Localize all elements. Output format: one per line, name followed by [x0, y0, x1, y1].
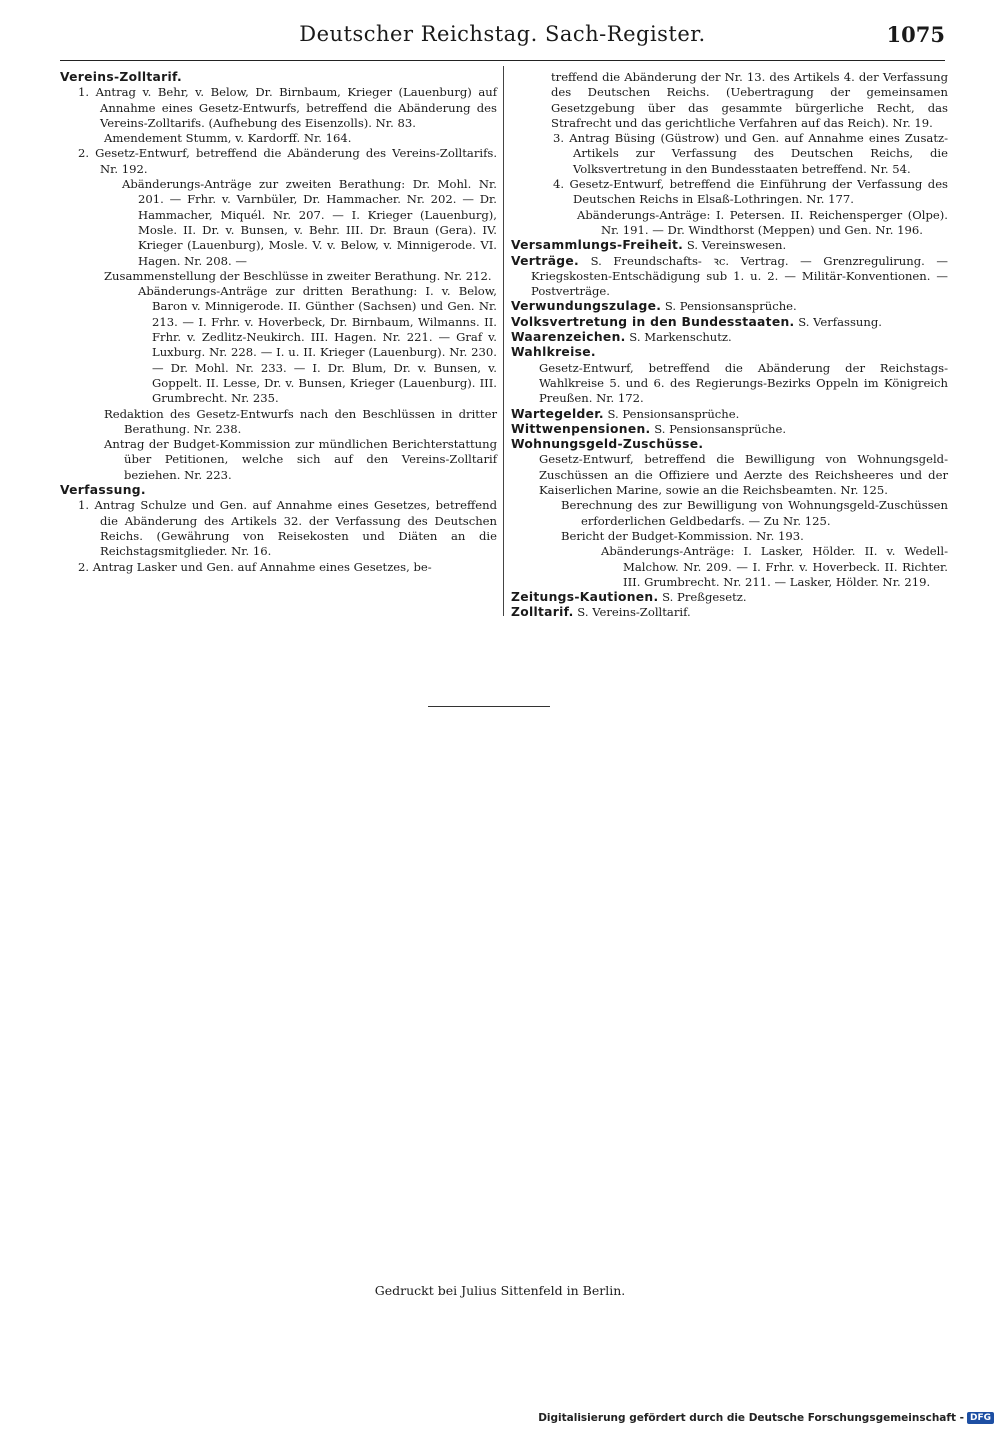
left-column	[60, 70, 497, 575]
index-entry: Gesetz-Entwurf, betreffend die Bewilligung von Wohnungsgeld-Zuschüssen an die Offiziere und Aerzte des Reichsheeres und der Kaiserlichen Marine, sowie an die Reichsbeamten. Nr. 125.	[539, 452, 948, 498]
index-entry: 1. Antrag v. Behr, v. Below, Dr. Birnbaum, Krieger (Lauenburg) auf Annahme eines Gesetz-Entwurfs, betreffend die Abänderung des Vereins-Zolltarifs. (Aufhebung des Eisenzolls). Nr. 83.	[78, 85, 498, 130]
page-number: 1075	[886, 22, 945, 47]
header-rule	[60, 60, 945, 61]
index-entry: Abänderungs-Anträge: I. Lasker, Hölder. II. v. Wedell-Malchow. Nr. 209. — I. Frhr. v. Hoverbeck. II. Richter. III. Grumbrecht. Nr. 211. — Lasker, Hölder. Nr. 219.	[601, 544, 948, 589]
index-entry: Waarenzeichen. S. Markenschutz.	[511, 330, 732, 345]
index-entry: 2. Antrag Lasker und Gen. auf Annahme eines Gesetzes, be-	[78, 559, 432, 574]
index-entry: Abänderungs-Anträge zur dritten Berathung: I. v. Below, Baron v. Minnigerode. II. Günther (Sachsen) und Gen. Nr. 213. — I. Frhr. v. Hoverbeck, Dr. Birnbaum, Wilmanns. II. Frhr. v. Zedlitz-Neukirch. III. Hagen. Nr. 221. — Graf v. Luxburg. Nr. 228. — I. u. II. Krieger (Lauenburg). Nr. 230. — Dr. Mohl. Nr. 233. — I. Dr. Blum, Dr. v. Bunsen, v. Goppelt. II. Lesse, Dr. v. Bunsen, Krieger (Lauenburg). III. Grumbrecht. Nr. 235.	[138, 284, 497, 406]
index-heading: Wahlkreise.	[511, 345, 596, 360]
dfg-logo: DFG	[967, 1412, 994, 1424]
index-entry: 3. Antrag Büsing (Güstrow) und Gen. auf Annahme eines Zusatz-Artikels zur Verfassung des Deutschen Reichs, die Volksvertretung in den Bundesstaaten betreffend. Nr. 54.	[553, 131, 949, 176]
index-entry: Verwundungszulage. S. Pensionsansprüche.	[511, 299, 797, 314]
index-entry: Zeitungs-Kautionen. S. Preßgesetz.	[511, 590, 747, 605]
index-entry: Verträge. S. Freundschafts- ꝛc. Vertrag. — Grenzregulirung. — Kriegskosten-Entschädigung sub 1. u. 2. — Militär-Konventionen. — Postverträge.	[511, 253, 949, 299]
column-divider	[503, 66, 504, 616]
index-entry: Zolltarif. S. Vereins-Zolltarif.	[511, 605, 691, 620]
index-entry: Antrag der Budget-Kommission zur mündlichen Berichterstattung über Petitionen, welche sich auf den Vereins-Zolltarif beziehen. Nr. 223.	[104, 437, 497, 482]
index-entry: Gesetz-Entwurf, betreffend die Abänderung der Reichstags-Wahlkreise 5. und 6. des Regierungs-Bezirks Oppeln im Königreich Preußen. Nr. 172.	[539, 360, 948, 406]
printer-imprint: Gedruckt bei Julius Sittenfeld in Berlin.	[374, 1283, 626, 1298]
right-column	[511, 70, 948, 621]
end-rule	[428, 706, 550, 707]
index-entry: Versammlungs-Freiheit. S. Vereinswesen.	[511, 238, 787, 253]
index-entry: Redaktion des Gesetz-Entwurfs nach den Beschlüssen in dritter Berathung. Nr. 238.	[104, 406, 497, 436]
index-entry: Wittwenpensionen. S. Pensionsansprüche.	[511, 421, 787, 436]
index-entry: Zusammenstellung der Beschlüsse in zweiter Berathung. Nr. 212.	[104, 268, 492, 283]
index-entry: 2. Gesetz-Entwurf, betreffend die Abänderung des Vereins-Zolltarifs. Nr. 192.	[78, 146, 497, 176]
dfg-credit-text: Digitalisierung gefördert durch die Deutsche Forschungsgemeinschaft -	[538, 1412, 964, 1424]
index-heading: Vereins-Zolltarif.	[60, 70, 182, 84]
index-entry: 1. Antrag Schulze und Gen. auf Annahme eines Gesetzes, betreffend die Abänderung des Artikels 32. der Verfassung des Deutschen Reichs. (Gewährung von Reisekosten und Diäten an die Reichstagsmitglieder. Nr. 16.	[78, 498, 497, 559]
index-entry: Volksvertretung in den Bundesstaaten. S. Verfassung.	[511, 314, 882, 329]
index-entry: Amendement Stumm, v. Kardorff. Nr. 164.	[104, 131, 352, 146]
dfg-credit	[538, 1412, 994, 1424]
index-entry: Bericht der Budget-Kommission. Nr. 193.	[561, 528, 804, 543]
index-entry: Abänderungs-Anträge: I. Petersen. II. Reichensperger (Olpe). Nr. 191. — Dr. Windthorst (Meppen) und Gen. Nr. 196.	[577, 207, 948, 237]
index-entry: Abänderungs-Anträge zur zweiten Berathung: Dr. Mohl. Nr. 201. — Frhr. v. Varnbüler, Dr. Hammacher. Nr. 202. — Dr. Hammacher, Miquél. Nr. 207. — I. Krieger (Lauenburg), Mosle. II. Dr. v. Bunsen, v. Behr. III. Dr. Braun (Gera). IV. Krieger (Lauenburg), Mosle. V. v. Below, v. Minnigerode. VI. Hagen. Nr. 208. —	[122, 177, 497, 268]
index-heading: Verfassung.	[60, 483, 146, 498]
page-header	[60, 22, 945, 56]
index-heading: Wohnungsgeld-Zuschüsse.	[511, 437, 704, 452]
index-entry: 4. Gesetz-Entwurf, betreffend die Einführung der Verfassung des Deutschen Reichs in Elsaß-Lothringen. Nr. 177.	[553, 177, 949, 207]
page-title: Deutscher Reichstag. Sach-Register.	[299, 22, 706, 46]
index-entry: Wartegelder. S. Pensionsansprüche.	[511, 406, 740, 421]
index-entry: Berechnung des zur Bewilligung von Wohnungsgeld-Zuschüssen erforderlichen Geldbedarfs. — Zu Nr. 125.	[561, 498, 948, 528]
index-entry: treffend die Abänderung der Nr. 13. des Artikels 4. der Verfassung des Deutschen Reichs. (Uebertragung der gemeinsamen Gesetzgebung über das gesammte bürgerliche Recht, das Strafrecht und das gerichtliche Verfahren auf das Reich). Nr. 19.	[551, 70, 948, 130]
